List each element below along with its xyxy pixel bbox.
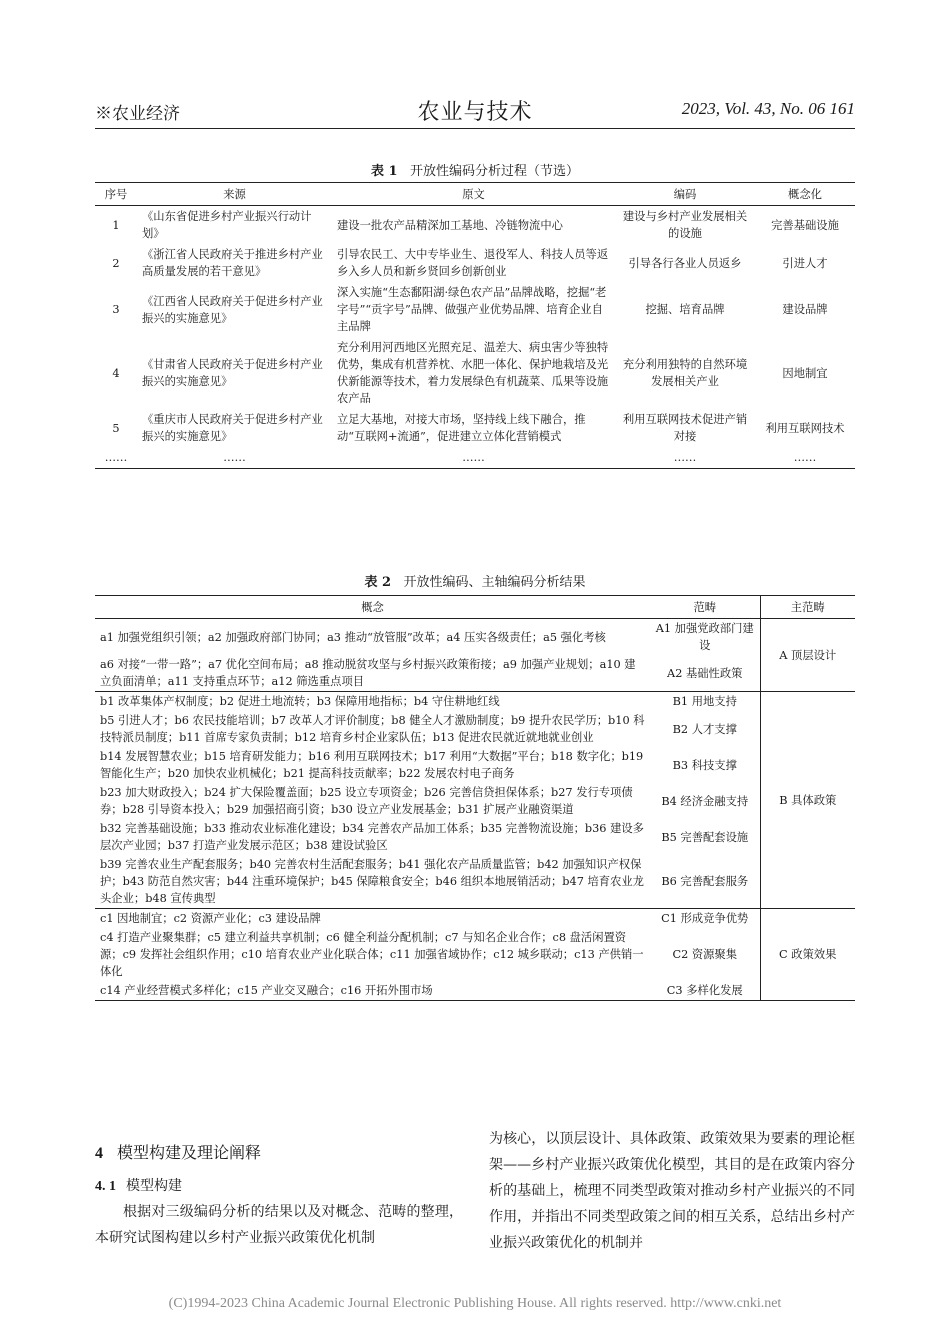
table-row bbox=[95, 282, 855, 337]
category-cell: B1 用地支持 bbox=[650, 692, 760, 712]
copyright-footer: (C)1994-2023 China Academic Journal Electronic Publishing House. All rights reserved. http://www.cnki.net bbox=[168, 1296, 782, 1311]
header-rule bbox=[95, 128, 855, 129]
table-row bbox=[95, 747, 855, 783]
table-row bbox=[95, 855, 855, 909]
table-row bbox=[95, 447, 855, 469]
ellipsis-cell: …… bbox=[223, 451, 246, 464]
row-index: 2 bbox=[112, 256, 120, 270]
table-row bbox=[95, 711, 855, 747]
row-index: 3 bbox=[112, 303, 120, 316]
ellipsis-cell: …… bbox=[793, 451, 817, 464]
category-cell: B2 人才支撑 bbox=[672, 722, 737, 736]
table-row bbox=[95, 928, 855, 981]
main-category-cell: A 顶层设计 bbox=[760, 619, 855, 692]
text-cell: 立足大基地，对接大市场，坚持线上线下融合，推动“互联网+流通”，促进建立立体化营销模式 bbox=[337, 413, 586, 443]
concept-list: b14 发展智慧农业；b15 培育研发能力；b16 利用互联网技术；b17 利用“大数据”平台；b18 数字化；b19 智能化生产；b20 加快农业机械化；b21 提高科技贡献率；b22 发展农村电子商务 bbox=[100, 750, 644, 780]
source-cell: 《山东省促进乡村产业振兴行动计划》 bbox=[142, 210, 312, 240]
table-row bbox=[95, 981, 855, 1001]
source-cell: 《江西省人民政府关于促进乡村产业振兴的实施意见》 bbox=[142, 294, 323, 325]
code-cell: 引导各行各业人员返乡 bbox=[628, 256, 742, 270]
concept-list: b23 加大财政投入；b24 扩大保险覆盖面；b25 设立专项资金；b26 完善信贷担保体系；b27 发行专项债券；b28 引导资本投入；b29 加强招商引资；b30 设立产业发展基金；b31 扩展产业融资渠道 bbox=[100, 786, 633, 816]
table-row bbox=[95, 206, 855, 245]
table2-header-cell: 主范畴 bbox=[760, 596, 855, 619]
axial-coding-table bbox=[95, 595, 855, 1001]
table1-caption-text: 开放性编码分析过程（节选） bbox=[409, 164, 579, 179]
section-title: 模型构建及理论阐释 bbox=[117, 1143, 262, 1162]
table-row bbox=[95, 783, 855, 819]
table2-header-cell: 概念 bbox=[95, 596, 650, 619]
ellipsis-cell: …… bbox=[673, 451, 697, 464]
table-row bbox=[95, 337, 855, 409]
text-cell: 充分利用河西地区光照充足、温差大、病虫害少等独特优势，集成有机营养枕、水肥一体化、保护地栽培及光伏新能源等技术，着力发展绿色有机蔬菜、瓜果等设施农产品 bbox=[337, 341, 609, 405]
category-cell: A2 基础性政策 bbox=[667, 666, 743, 680]
table2-caption-number: 表 2 bbox=[364, 575, 392, 590]
table-row bbox=[95, 655, 855, 692]
column-name: ※农业经济 bbox=[95, 104, 180, 124]
ellipsis-cell: …… bbox=[462, 451, 485, 464]
category-cell: C1 形成竞争优势 bbox=[650, 909, 760, 929]
table-row bbox=[95, 819, 855, 855]
subsection-heading bbox=[95, 1175, 182, 1195]
concept-list: b5 引进人才；b6 农民技能培训；b7 改革人才评价制度；b8 健全人才激励制度；b9 提升农民学历；b10 科技特派员制度；b11 首席专家负责制；b12 培育乡村企业家队伍；b13 促进农民就近就地就业创业 bbox=[100, 714, 645, 744]
table1-header-cell: 编码 bbox=[615, 183, 755, 206]
table1-caption-number: 表 1 bbox=[371, 164, 398, 179]
concept-list: a1 加强党组织引领；a2 加强政府部门协同；a3 推动“放管服”改革；a4 压实各级责任；a5 强化考核 bbox=[100, 630, 606, 644]
open-coding-table bbox=[95, 182, 855, 469]
text-cell: 引导农民工、大中专毕业生、退役军人、科技人员等返乡入乡人员和新乡贤回乡创新创业 bbox=[337, 248, 609, 278]
category-cell: A1 加强党政部门建设 bbox=[655, 622, 754, 652]
subsection-title: 模型构建 bbox=[126, 1178, 182, 1194]
journal-header bbox=[95, 95, 855, 129]
subsection-number: 4. 1 bbox=[95, 1179, 116, 1194]
concept-cell: 因地制宜 bbox=[782, 366, 828, 380]
ellipsis-cell: …… bbox=[104, 451, 128, 464]
table-row bbox=[95, 409, 855, 447]
issue-info: 2023, Vol. 43, No. 06 161 bbox=[681, 99, 855, 118]
source-cell: 《重庆市人民政府关于促进乡村产业振兴的实施意见》 bbox=[142, 413, 323, 443]
table1-caption bbox=[95, 160, 855, 179]
code-cell: 利用互联网技术促进产销对接 bbox=[622, 413, 748, 443]
row-index: 4 bbox=[112, 366, 120, 380]
concept-list: b1 改革集体产权制度；b2 促进土地流转；b3 保障用地指标；b4 守住耕地红线 bbox=[95, 692, 650, 712]
row-index: 1 bbox=[112, 218, 120, 232]
concept-cell: 利用互联网技术 bbox=[765, 421, 845, 435]
table-row bbox=[95, 909, 855, 929]
category-cell: B6 完善配套服务 bbox=[661, 875, 749, 888]
main-category-cell: C 政策效果 bbox=[760, 909, 855, 1001]
journal-title: 农业与技术 bbox=[417, 100, 533, 125]
code-cell: 充分利用独特的自然环境发展相关产业 bbox=[622, 358, 748, 388]
row-index: 5 bbox=[112, 421, 120, 435]
category-cell: C3 多样化发展 bbox=[666, 984, 743, 997]
source-cell: 《浙江省人民政府关于推进乡村产业高质量发展的若干意见》 bbox=[142, 248, 323, 278]
category-cell: B3 科技支撑 bbox=[672, 758, 737, 772]
category-cell: C2 资源聚集 bbox=[672, 948, 738, 961]
section-number: 4 bbox=[95, 1145, 103, 1162]
table1-header-cell: 原文 bbox=[332, 183, 615, 206]
concept-list: b39 完善农业生产配套服务；b40 完善农村生活配套服务；b41 强化农产品质量监管；b42 加强知识产权保护；b43 防范自然灾害；b44 注重环境保护；b45 保障粮食安全；b46 组织本地展销活动；b47 培育农业龙头企业；b48 宣传典型 bbox=[100, 858, 644, 905]
concept-list: b32 完善基础设施；b33 推动农业标准化建设；b34 完善农产品加工体系；b35 完善物流设施；b36 建设多层次产业园；b37 打造产业发展示范区；b38 建设试验区 bbox=[100, 822, 644, 852]
table2-header-row bbox=[95, 596, 855, 619]
text-cell: 深入实施“生态鄱阳湖·绿色农产品”品牌战略，挖掘“老字号”“贡字号”品牌、做强产业优势品牌、培育企业自主品牌 bbox=[337, 286, 607, 333]
concept-cell: 建设品牌 bbox=[782, 303, 828, 316]
code-cell: 建设与乡村产业发展相关的设施 bbox=[622, 210, 748, 240]
table1-header-row bbox=[95, 183, 855, 206]
body-paragraph-left: 根据对三级编码分析的结果以及对概念、范畴的整理，本研究试图构建以乡村产业振兴政策优化机制 bbox=[95, 1204, 463, 1246]
category-cell: B5 完善配套设施 bbox=[661, 830, 749, 844]
category-cell: B4 经济金融支持 bbox=[661, 794, 749, 808]
concept-list: c4 打造产业聚集群；c5 建立利益共享机制；c6 健全利益分配机制；c7 与知名企业合作；c8 盘活闲置资源；c9 发挥社会组织作用；c10 培育农业产业化联合体；c11 加强省域协作；c12 城乡联动；c13 产供销一体化 bbox=[100, 931, 644, 978]
concept-cell: 引进人才 bbox=[782, 256, 828, 270]
concept-list: c1 因地制宜；c2 资源产业化；c3 建设品牌 bbox=[95, 909, 650, 929]
table1-header-cell: 来源 bbox=[137, 183, 332, 206]
table2-caption-text: 开放性编码、主轴编码分析结果 bbox=[403, 575, 586, 590]
table2-header-cell: 范畴 bbox=[650, 596, 760, 619]
concept-cell: 完善基础设施 bbox=[771, 218, 839, 232]
table-row bbox=[95, 692, 855, 712]
table2-caption bbox=[95, 571, 855, 590]
table-row bbox=[95, 244, 855, 282]
section-heading bbox=[95, 1140, 261, 1163]
concept-list: c14 产业经营模式多样化；c15 产业交叉融合；c16 开拓外围市场 bbox=[100, 984, 433, 997]
table1-header-cell: 概念化 bbox=[755, 183, 855, 206]
concept-list: a6 对接“一带一路”；a7 优化空间布局；a8 推动脱贫攻坚与乡村振兴政策衔接；a9 加强产业规划；a10 建立负面清单；a11 支持重点环节；a12 筛选重点项目 bbox=[100, 658, 636, 688]
table1-header-cell: 序号 bbox=[95, 183, 137, 206]
body-paragraph-right: 为核心，以顶层设计、具体政策、政策效果为要素的理论框架——乡村产业振兴政策优化模型，其目的是在政策内容分析的基础上，梳理不同类型政策对推动乡村产业振兴的不同作用，并指出不同类型政策之间的相互关系，总结出乡村产业振兴政策优化的机制并 bbox=[489, 1131, 855, 1251]
main-category-cell: B 具体政策 bbox=[760, 692, 855, 909]
code-cell: 挖掘、培育品牌 bbox=[645, 303, 725, 316]
source-cell: 《甘肃省人民政府关于促进乡村产业振兴的实施意见》 bbox=[142, 358, 323, 388]
text-cell: 建设一批农产品精深加工基地、冷链物流中心 bbox=[337, 218, 563, 232]
table-row bbox=[95, 619, 855, 656]
